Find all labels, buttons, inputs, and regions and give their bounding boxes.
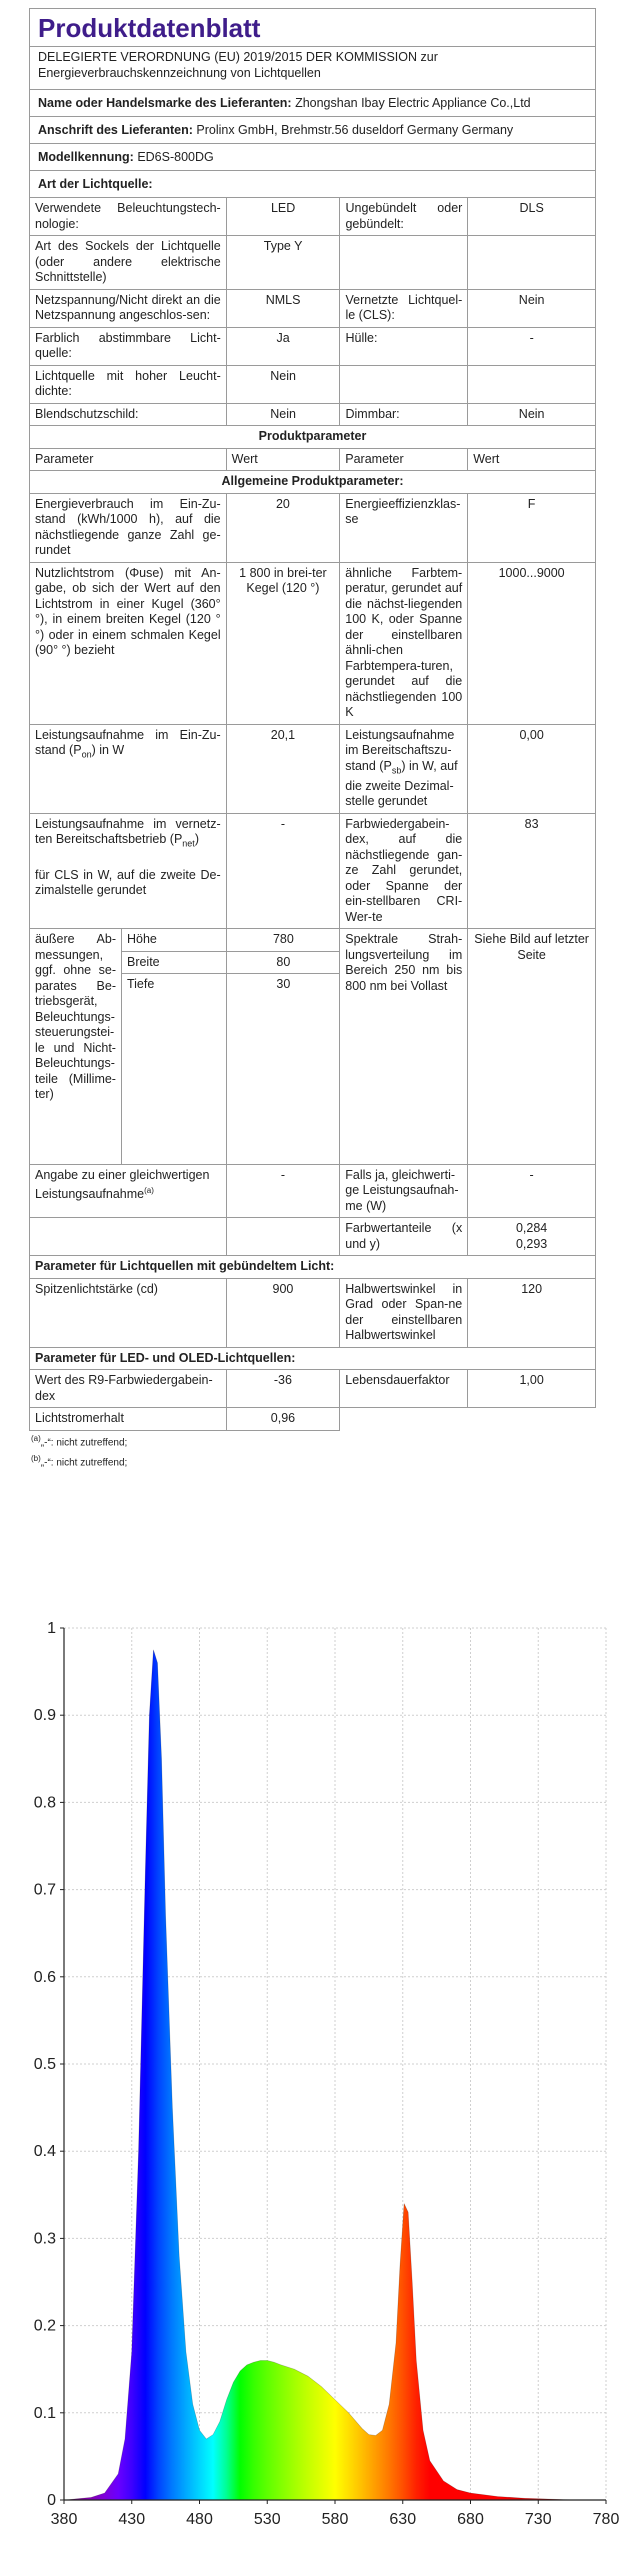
depth-value: 30 bbox=[227, 974, 339, 1164]
equivalent-watt-label: Falls ja, gleichwerti-ge Leistungsaufnah-me (W) bbox=[340, 1164, 468, 1218]
footnote-mark: (b) bbox=[31, 1453, 41, 1463]
directional-label: Ungebündelt oder gebündelt: bbox=[340, 198, 468, 236]
label-subscript: sb bbox=[391, 765, 402, 775]
equivalent-watt-value: - bbox=[468, 1164, 596, 1218]
y-tick-label: 0.7 bbox=[33, 1881, 56, 1899]
supplier-label: Name oder Handelsmarke des Lieferanten: bbox=[38, 96, 292, 110]
empty-cell bbox=[340, 236, 468, 290]
dimensions-subtable-cell bbox=[121, 929, 339, 1165]
table-row bbox=[30, 198, 596, 236]
address-value: Prolinx GmbH, Brehmstr.56 duseldorf Germany Germany bbox=[196, 123, 514, 137]
page-title: Produktdatenblatt bbox=[38, 13, 261, 43]
y-tick-label: 0.1 bbox=[33, 2404, 56, 2422]
cri-label: Farbwiedergabein-dex, auf die nächstliegende gan-ze Zahl gerundet, oder Spanne der ein-stellbaren CRI-Wer-te bbox=[340, 813, 468, 929]
cri-value: 83 bbox=[468, 813, 596, 929]
label-subscript: on bbox=[81, 749, 92, 760]
label-text: für CLS in W, auf die zweite De-zimalstelle gerundet bbox=[35, 867, 221, 897]
standby-label bbox=[340, 724, 468, 813]
table-row bbox=[30, 289, 596, 327]
supplier-line bbox=[30, 89, 595, 116]
technology-label: Verwendete Beleuchtungstech-nologie: bbox=[30, 198, 227, 236]
y-tick-label: 1 bbox=[47, 1620, 56, 1637]
footnote-text: „-“: nicht zutreffend; bbox=[40, 1436, 128, 1448]
column-header: Wert bbox=[226, 448, 340, 471]
envelope-value: - bbox=[468, 327, 596, 365]
table-row bbox=[30, 493, 596, 562]
beam-angle-label: Halbwertswinkel in Grad oder Span-ne der einstellbaren Halbwertswinkel bbox=[340, 1278, 468, 1347]
product-parameter-table bbox=[29, 425, 596, 1431]
directional-value: DLS bbox=[468, 198, 596, 236]
r9-label: Wert des R9-Farbwiedergabein-dex bbox=[30, 1370, 227, 1408]
table-row bbox=[30, 471, 596, 494]
height-label: Höhe bbox=[122, 929, 227, 951]
section-header: Parameter für LED- und OLED-Lichtquellen: bbox=[30, 1347, 596, 1370]
y-tick-label: 0.5 bbox=[33, 2056, 56, 2073]
tunable-label: Farblich abstimmbare Licht-quelle: bbox=[30, 327, 227, 365]
standby-value: 0,00 bbox=[468, 724, 596, 813]
networked-standby-label bbox=[30, 813, 227, 929]
table-row bbox=[122, 974, 339, 1164]
table-row bbox=[30, 1218, 596, 1256]
table-row bbox=[30, 1278, 596, 1347]
model-value: ED6S-800DG bbox=[137, 150, 214, 164]
section-header: Produktparameter bbox=[30, 426, 596, 449]
mains-value: NMLS bbox=[226, 289, 340, 327]
empty-cell bbox=[226, 1218, 340, 1256]
dimmable-label: Dimmbar: bbox=[340, 403, 468, 426]
height-value: 780 bbox=[227, 929, 339, 951]
luminance-value: Nein bbox=[226, 365, 340, 403]
envelope-label: Hülle: bbox=[340, 327, 468, 365]
table-row bbox=[30, 1347, 596, 1370]
empty-cell bbox=[30, 1218, 227, 1256]
luminance-label: Lichtquelle mit hoher Leucht-dichte: bbox=[30, 365, 227, 403]
spectral-label: Spektrale Strah-lungsverteilung im Bereich 250 nm bis 800 nm bei Vollast bbox=[340, 929, 468, 1165]
width-label: Breite bbox=[122, 951, 227, 974]
cap-value: Type Y bbox=[226, 236, 340, 290]
y-tick-label: 0.4 bbox=[33, 2143, 56, 2161]
empty-cell bbox=[468, 236, 596, 290]
chromaticity-value bbox=[468, 1218, 596, 1256]
footnote-b bbox=[29, 1451, 596, 1471]
x-tick-label: 430 bbox=[118, 2511, 146, 2528]
light-source-type-table bbox=[29, 197, 596, 426]
label-text: ) in W bbox=[91, 743, 125, 757]
depth-label: Tiefe bbox=[122, 974, 227, 1164]
cls-value: Nein bbox=[468, 289, 596, 327]
cct-label: ähnliche Farbtem-peratur, gerundet auf die nächst-liegenden 100 K, oder Spanne der einstellbaren ähnli-chen Farbtempera-turen, gerundet auf die nächstliegenden 100 K bbox=[340, 562, 468, 724]
table-row bbox=[30, 1408, 596, 1431]
dimensions-subtable bbox=[122, 929, 339, 1164]
dimensions-label: äußere Ab-messungen, ggf. ohne se-parates Be-triebsgerät, Beleuchtungs-steuerungstei-le und Nicht-Beleuchtungs-teile (Millime-ter) bbox=[30, 929, 122, 1165]
supplier-value: Zhongshan Ibay Electric Appliance Co.,Ltd bbox=[295, 96, 531, 110]
y-tick-label: 0.6 bbox=[33, 1968, 56, 1986]
footnote-mark: (a) bbox=[31, 1433, 41, 1443]
peak-intensity-value: 900 bbox=[226, 1278, 340, 1347]
flux-value: 1 800 in brei-ter Kegel (120 °) bbox=[226, 562, 340, 724]
table-row bbox=[30, 365, 596, 403]
beam-angle-value: 120 bbox=[468, 1278, 596, 1347]
model-label: Modellkennung: bbox=[38, 150, 134, 164]
table-row bbox=[30, 724, 596, 813]
survival-factor-label: Lebensdauerfaktor bbox=[340, 1370, 468, 1408]
cap-label: Art des Sockels der Lichtquelle (oder andere elektrische Schnittstelle) bbox=[30, 236, 227, 290]
efficiency-class-label: Energieeffizienzklas-se bbox=[340, 493, 468, 562]
table-row bbox=[30, 562, 596, 724]
empty-cell bbox=[468, 365, 596, 403]
energy-label: Energieverbrauch im Ein-Zu-stand (kWh/1000 h), auf die nächstliegende ganze Zahl ge-rundet bbox=[30, 493, 227, 562]
table-row bbox=[30, 426, 596, 449]
regulation-text: DELEGIERTE VERORDNUNG (EU) 2019/2015 DER KOMMISSION zur Energieverbrauchskennzeichnung von Lichtquellen bbox=[30, 46, 595, 89]
cct-value: 1000...9000 bbox=[468, 562, 596, 724]
equivalent-power-value: - bbox=[226, 1164, 340, 1218]
column-header: Parameter bbox=[30, 448, 227, 471]
y-tick-label: 0.8 bbox=[33, 1794, 56, 1812]
chromaticity-y: 0,293 bbox=[515, 1236, 548, 1251]
label-text: ) bbox=[194, 832, 199, 846]
table-row bbox=[122, 929, 339, 951]
y-tick-label: 0.3 bbox=[33, 2230, 56, 2248]
x-tick-label: 680 bbox=[457, 2511, 484, 2528]
power-on-label bbox=[30, 724, 227, 813]
table-row bbox=[30, 1256, 596, 1279]
glare-label: Blendschutzschild: bbox=[30, 403, 227, 426]
efficiency-class-value: F bbox=[468, 493, 596, 562]
table-row bbox=[30, 1164, 596, 1218]
technology-value: LED bbox=[226, 198, 340, 236]
flux-label: Nutzlichtstrom (Φuse) mit An-gabe, ob sich der Wert auf den Lichtstrom in einer Kugel (360° °), in einem breiten Kegel (120 °°) oder in einem schmalen Kegel (90° °) bezieht bbox=[30, 562, 227, 724]
table-row bbox=[30, 929, 596, 1165]
peak-intensity-label: Spitzenlichtstärke (cd) bbox=[30, 1278, 227, 1347]
cls-label: Vernetzte Lichtquel-le (CLS): bbox=[340, 289, 468, 327]
label-subscript: net bbox=[182, 838, 195, 849]
table-row bbox=[30, 448, 596, 471]
table-row bbox=[30, 813, 596, 929]
x-tick-label: 780 bbox=[592, 2511, 619, 2528]
art-label: Art der Lichtquelle: bbox=[38, 177, 153, 191]
label-text: Leistungsaufnahme im Ein-Zu-stand (P bbox=[35, 727, 221, 757]
label-text: Angabe zu einer gleichwertigen Leistungsaufnahme bbox=[35, 1167, 210, 1202]
header-box bbox=[29, 8, 596, 198]
label-superscript: (a) bbox=[144, 1186, 154, 1195]
section-header: Allgemeine Produktparameter: bbox=[30, 471, 596, 494]
label-text: Leistungsaufnahme im vernetz-ten Bereitschaftsbetrieb (P bbox=[35, 816, 221, 846]
chromaticity-label: Farbwertanteile (x und y) bbox=[340, 1218, 468, 1256]
address-label: Anschrift des Lieferanten: bbox=[38, 123, 193, 137]
spectral-value: Siehe Bild auf letzter Seite bbox=[468, 929, 596, 1165]
column-header: Wert bbox=[468, 448, 596, 471]
footnote-a bbox=[29, 1431, 596, 1451]
model-line bbox=[30, 143, 595, 170]
lumen-maintenance-value: 0,96 bbox=[226, 1408, 340, 1431]
y-tick-label: 0.2 bbox=[33, 2317, 56, 2335]
label-text: Leistungsaufnahme im Bereitschaftszu-stand (P bbox=[345, 727, 455, 773]
lumen-maintenance-label: Lichtstromerhalt bbox=[30, 1408, 227, 1431]
networked-standby-value: - bbox=[226, 813, 340, 929]
art-heading bbox=[30, 170, 595, 197]
datasheet bbox=[29, 8, 596, 1471]
x-tick-label: 730 bbox=[524, 2511, 552, 2528]
dimmable-value: Nein bbox=[468, 403, 596, 426]
x-tick-label: 580 bbox=[321, 2511, 349, 2528]
address-line bbox=[30, 116, 595, 143]
table-row bbox=[122, 951, 339, 974]
x-tick-label: 480 bbox=[186, 2511, 213, 2528]
table-row bbox=[30, 1370, 596, 1408]
table-row bbox=[30, 327, 596, 365]
mains-label: Netzspannung/Nicht direkt an die Netzspannung angeschlos-sen: bbox=[30, 289, 227, 327]
power-on-value: 20,1 bbox=[226, 724, 340, 813]
glare-value: Nein bbox=[226, 403, 340, 426]
chromaticity-x: 0,284 bbox=[515, 1221, 548, 1235]
column-header: Parameter bbox=[340, 448, 468, 471]
spectrum-chart bbox=[0, 1610, 619, 2560]
footnote-text: „-“: nicht zutreffend; bbox=[40, 1457, 128, 1469]
x-tick-label: 380 bbox=[50, 2511, 78, 2528]
equivalent-power-label bbox=[30, 1164, 227, 1218]
empty-cell bbox=[340, 365, 468, 403]
x-tick-label: 530 bbox=[253, 2511, 281, 2528]
tunable-value: Ja bbox=[226, 327, 340, 365]
x-tick-label: 630 bbox=[389, 2511, 417, 2528]
section-header: Parameter für Lichtquellen mit gebündeltem Licht: bbox=[30, 1256, 596, 1279]
label-text: ) in W, auf die zweite Dezimal-stelle gerundet bbox=[345, 758, 458, 808]
y-tick-label: 0.9 bbox=[33, 1707, 56, 1725]
survival-factor-value: 1,00 bbox=[468, 1370, 596, 1408]
r9-value: -36 bbox=[226, 1370, 340, 1408]
table-row bbox=[30, 403, 596, 426]
width-value: 80 bbox=[227, 951, 339, 974]
table-row bbox=[30, 236, 596, 290]
energy-value: 20 bbox=[226, 493, 340, 562]
y-tick-label: 0 bbox=[47, 2492, 56, 2509]
